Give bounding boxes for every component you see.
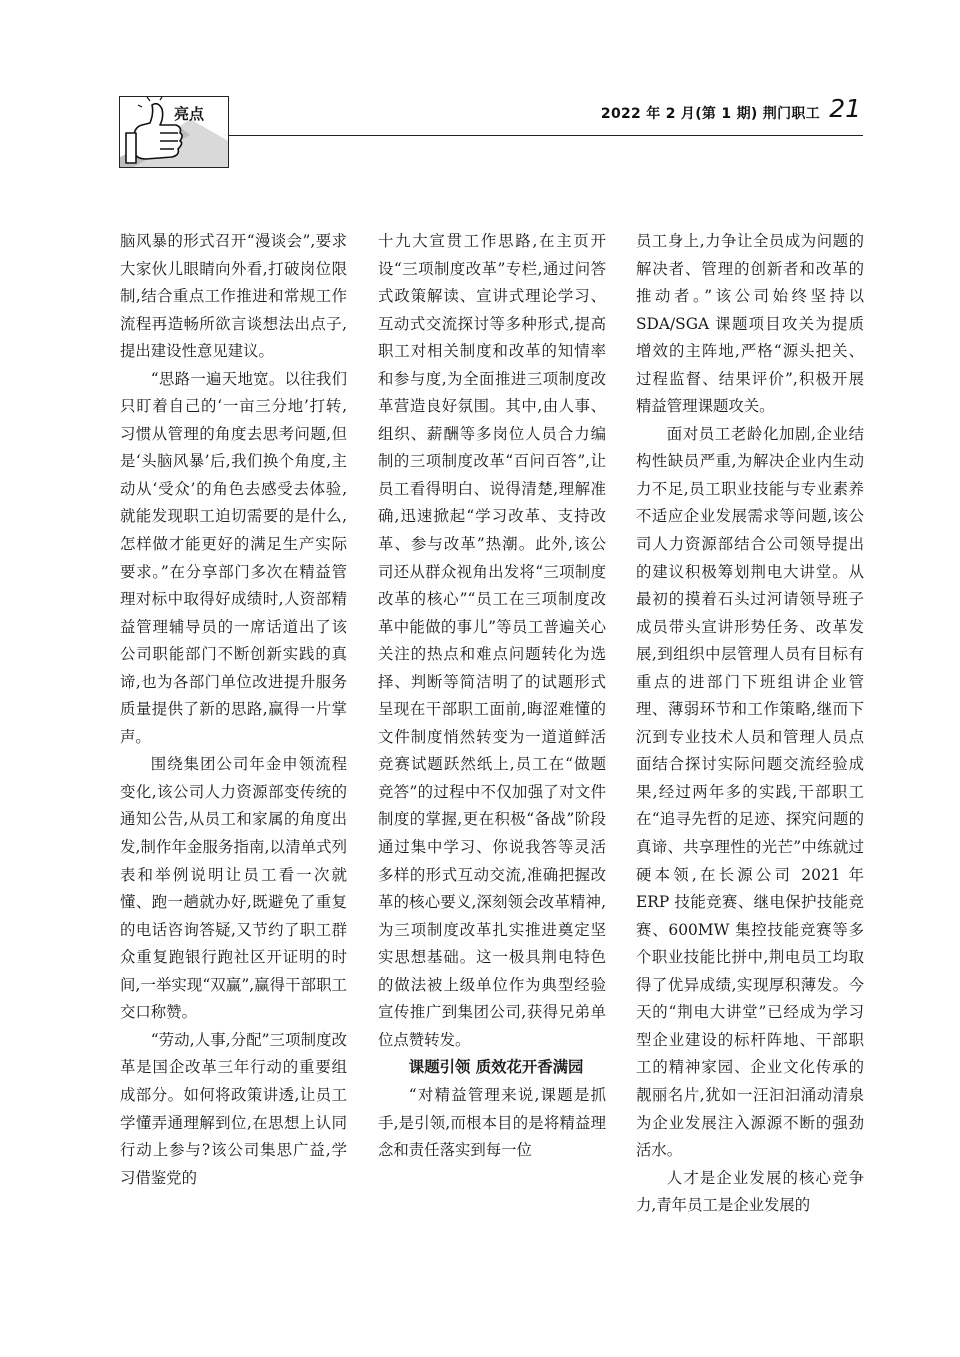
article-column-1	[120, 228, 347, 1192]
section-label: 亮点	[174, 105, 205, 123]
paragraph: “对精益管理来说,课题是抓手,是引领,而根本目的是将精益理念和责任落实到每一位	[378, 1085, 606, 1160]
paragraph: 脑风暴的形式召开“漫谈会”,要求大家伙儿眼睛向外看,打破岗位限制,结合重点工作推进和常规工作流程再造畅所欲言谈想法出点子,提出建设性意见建议。	[120, 232, 347, 361]
article-column-3	[636, 228, 864, 1220]
paragraph: 围绕集团公司年金申领流程变化,该公司人力资源部变传统的通知公告,从员工和家属的角度出发,制作年金服务指南,以清单式列表和举例说明让员工看一次就懂、跑一趟就办好,既避免了重复的电话咨询答疑,又节约了职工群众重复跑银行跑社区开证明的时间,一举实现“双赢”,赢得干部职工交口称赞。	[120, 755, 347, 1022]
section-header-box	[119, 96, 229, 168]
paragraph: 员工身上,力争让全员成为问题的解决者、管理的创新者和改革的推动者。”该公司始终坚持以SDA/SGA 课题项目攻关为提质增效的主阵地,严格“源头把关、过程监督、结果评价”,积极开展精益管理课题攻关。	[636, 232, 864, 416]
paragraph: 面对员工老龄化加剧,企业结构性缺员严重,为解决企业内生动力不足,员工职业技能与专业素养不适应企业发展需求等问题,该公司人力资源部结合公司领导提出的建议积极筹划荆电大讲堂。从最初的摸着石头过河请领导班子成员带头宣讲形势任务、改革发展,到组织中层管理人员有目标有重点的进部门下班组讲企业管理、薄弱环节和工作策略,继而下沉到专业技术人员和管理人员点面结合探讨实际问题交流经验成果,经过两年多的实践,干部职工在“追寻先哲的足迹、探究问题的真谛、共享理性的光芒”中练就过硬本领,在长源公司 2021 年 ERP 技能竞赛、继电保护技能竞赛、600MW 集控技能竞赛等多个职业技能比拼中,荆电员工均取得了优异成绩,实现厚积薄发。今天的“荆电大讲堂”已经成为学习型企业建设的标杆阵地、干部职工的精神家园、企业文化传承的靓丽名片,犹如一汪汩汩涌动清泉为企业发展注入源源不断的强劲活水。	[636, 424, 864, 1160]
paragraph: 十九大宣贯工作思路,在主页开设“三项制度改革”专栏,通过问答式政策解读、宣讲式理论学习、互动式交流探讨等多种形式,提高职工对相关制度和改革的知情率和参与度,为全面推进三项制度改革营造良好氛围。其中,由人事、组织、薪酬等多岗位人员合力编制的三项制度改革“百问百答”,让员工看得明白、说得清楚,理解准确,迅速掀起“学习改革、支持改革、参与改革”热潮。此外,该公司还从群众视角出发将“三项制度改革的核心”“员工在三项制度改革中能做的事儿”等员工普遍关心关注的热点和难点问题转化为选择、判断等简洁明了的试题形式呈现在干部职工面前,晦涩难懂的文件制度悄然转变为一道道鲜活竞赛试题跃然纸上,员工在“做题竞答”的过程中不仅加强了对文件制度的掌握,更在积极“备战”阶段通过集中学习、你说我答等灵活多样的形式互动交流,准确把握改革的核心要义,深刻领会改革精神,为三项制度改革扎实推进奠定坚实思想基础。这一极具荆电特色的做法被上级单位作为典型经验宣传推广到集团公司,获得兄弟单位点赞转发。	[378, 232, 606, 1049]
page-number: 21	[829, 94, 861, 123]
article-column-2	[378, 228, 606, 1165]
paragraph: “思路一遍天地宽。以往我们只盯着自己的‘一亩三分地’打转,习惯从管理的角度去思考问题,但是‘头脑风暴’后,我们换个角度,主动从‘受众’的角色去感受去体验,就能发现职工迫切需要的是什么,怎样做才能更好的满足生产实际要求。”在分享部门多次在精益管理对标中取得好成绩时,人资部精益管理辅导员的一席话道出了该公司职能部门不断创新实践的真谛,也为各部门单位改进提升服务质量提供了新的思路,赢得一片掌声。	[120, 369, 347, 746]
issue-info: 2022 年 2 月(第 1 期) 荆门职工	[600, 106, 820, 122]
header-divider	[229, 135, 863, 136]
paragraph: “劳动,人事,分配”三项制度改革是国企改革三年行动的重要组成部分。如何将政策讲透,让员工学懂弄通理解到位,在思想上认同行动上参与?该公司集思广益,学习借鉴党的	[120, 1030, 347, 1187]
section-heading: 课题引领 质效花开香满园	[408, 1058, 584, 1077]
paragraph: 人才是企业发展的核心竞争力,青年员工是企业发展的	[636, 1168, 864, 1215]
